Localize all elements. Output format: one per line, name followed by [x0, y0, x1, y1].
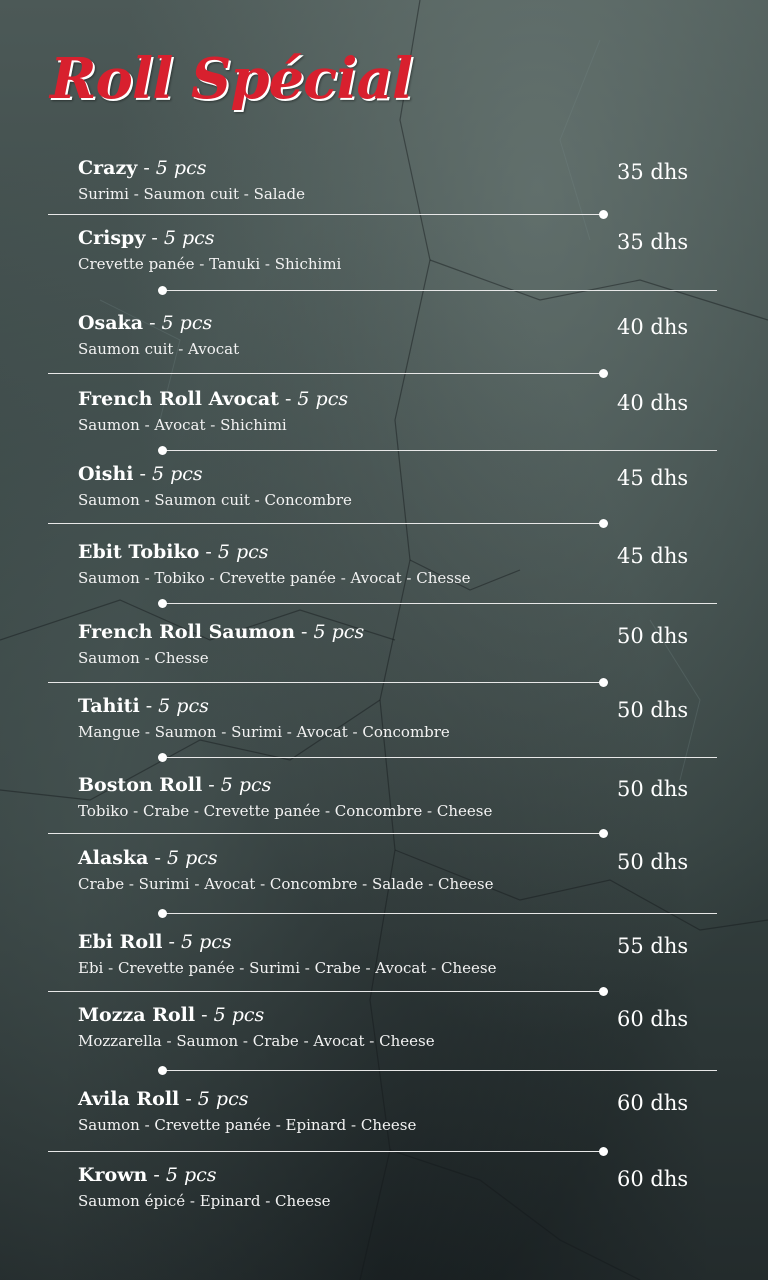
item-separator: - [139, 695, 159, 717]
item-price: 35 dhs [617, 230, 689, 254]
item-name: Tahiti [78, 695, 140, 717]
divider [48, 833, 604, 834]
item-price: 60 dhs [617, 1091, 689, 1115]
divider-dot [158, 909, 167, 918]
item-name: Krown [78, 1164, 148, 1186]
item-description: Saumon - Tobiko - Crevette panée - Avocat - Chesse [78, 569, 471, 587]
item-separator: - [162, 931, 181, 953]
divider [162, 290, 717, 291]
item-price: 60 dhs [617, 1167, 689, 1191]
item-name: Osaka [78, 312, 144, 334]
divider-dot [599, 829, 608, 838]
item-name: Mozza Roll [78, 1004, 196, 1026]
item-description: Crabe - Surimi - Avocat - Concombre - Salade - Cheese [78, 875, 494, 893]
divider-dot [599, 1147, 608, 1156]
item-description: Mozzarella - Saumon - Crabe - Avocat - Cheese [78, 1032, 435, 1050]
item-quantity: 5 pcs [197, 1088, 249, 1110]
divider-dot [599, 987, 608, 996]
divider [48, 991, 604, 992]
item-separator: - [137, 157, 156, 179]
item-quantity: 5 pcs [297, 388, 349, 410]
item-name: Ebi Roll [78, 931, 163, 953]
item-separator: - [195, 1004, 214, 1026]
item-separator: - [199, 541, 218, 563]
divider [162, 603, 717, 604]
item-description: Saumon - Chesse [78, 649, 209, 667]
item-name: Oishi [78, 463, 134, 485]
item-quantity: 5 pcs [152, 463, 203, 485]
item-price: 60 dhs [617, 1007, 689, 1031]
divider [48, 682, 604, 683]
divider-dot [599, 678, 608, 687]
item-quantity: 5 pcs [220, 774, 272, 796]
item-separator: - [145, 227, 164, 249]
item-price: 45 dhs [617, 466, 689, 490]
divider-dot [158, 446, 167, 455]
item-quantity: 5 pcs [213, 1004, 265, 1026]
divider-dot [158, 599, 167, 608]
item-quantity: 5 pcs [313, 621, 365, 643]
item-separator: - [278, 388, 298, 410]
item-price: 40 dhs [617, 315, 689, 339]
divider [48, 523, 604, 524]
item-description: Ebi - Crevette panée - Surimi - Crabe - Avocat - Cheese [78, 959, 497, 977]
divider [48, 373, 604, 374]
divider-dot [599, 369, 608, 378]
item-quantity: 5 pcs [163, 227, 215, 249]
divider-dot [158, 753, 167, 762]
item-price: 45 dhs [617, 544, 689, 568]
item-description: Tobiko - Crabe - Crevette panée - Concombre - Cheese [78, 802, 493, 820]
item-separator: - [202, 774, 221, 796]
item-name: Crispy [78, 227, 146, 249]
item-description: Saumon - Avocat - Shichimi [78, 416, 287, 434]
item-quantity: 5 pcs [165, 1164, 217, 1186]
item-description: Mangue - Saumon - Surimi - Avocat - Concombre [78, 723, 450, 741]
page-title: Roll Spécial [50, 46, 413, 112]
item-separator: - [295, 621, 314, 643]
divider [48, 214, 604, 215]
item-price: 50 dhs [617, 624, 689, 648]
item-name: French Roll Avocat [78, 388, 279, 410]
item-quantity: 5 pcs [158, 695, 209, 717]
item-name: Avila Roll [78, 1088, 180, 1110]
divider [48, 1151, 604, 1152]
divider-dot [599, 210, 608, 219]
item-separator: - [133, 463, 152, 485]
item-name: Boston Roll [78, 774, 203, 796]
item-separator: - [143, 312, 162, 334]
divider [162, 1070, 717, 1071]
item-separator: - [179, 1088, 198, 1110]
item-price: 35 dhs [617, 160, 689, 184]
item-description: Saumon - Crevette panée - Epinard - Cheese [78, 1116, 417, 1134]
divider-dot [158, 1066, 167, 1075]
item-price: 50 dhs [617, 698, 689, 722]
divider [162, 757, 717, 758]
item-separator: - [148, 847, 167, 869]
divider-dot [158, 286, 167, 295]
item-name: Crazy [78, 157, 138, 179]
item-name: French Roll Saumon [78, 621, 296, 643]
item-quantity: 5 pcs [166, 847, 218, 869]
item-quantity: 5 pcs [155, 157, 207, 179]
item-description: Saumon - Saumon cuit - Concombre [78, 491, 352, 509]
item-quantity: 5 pcs [181, 931, 232, 953]
item-price: 50 dhs [617, 850, 689, 874]
item-separator: - [147, 1164, 166, 1186]
item-description: Saumon épicé - Epinard - Cheese [78, 1192, 331, 1210]
item-description: Surimi - Saumon cuit - Salade [78, 185, 306, 203]
item-price: 40 dhs [617, 391, 689, 415]
divider-dot [599, 519, 608, 528]
item-description: Saumon cuit - Avocat [78, 340, 240, 358]
divider [162, 913, 717, 914]
item-name: Alaska [78, 847, 149, 869]
item-name: Ebit Tobiko [78, 541, 200, 563]
item-price: 55 dhs [617, 934, 689, 958]
item-description: Crevette panée - Tanuki - Shichimi [78, 255, 342, 273]
item-price: 50 dhs [617, 777, 689, 801]
divider [162, 450, 717, 451]
item-quantity: 5 pcs [217, 541, 269, 563]
item-quantity: 5 pcs [161, 312, 213, 334]
